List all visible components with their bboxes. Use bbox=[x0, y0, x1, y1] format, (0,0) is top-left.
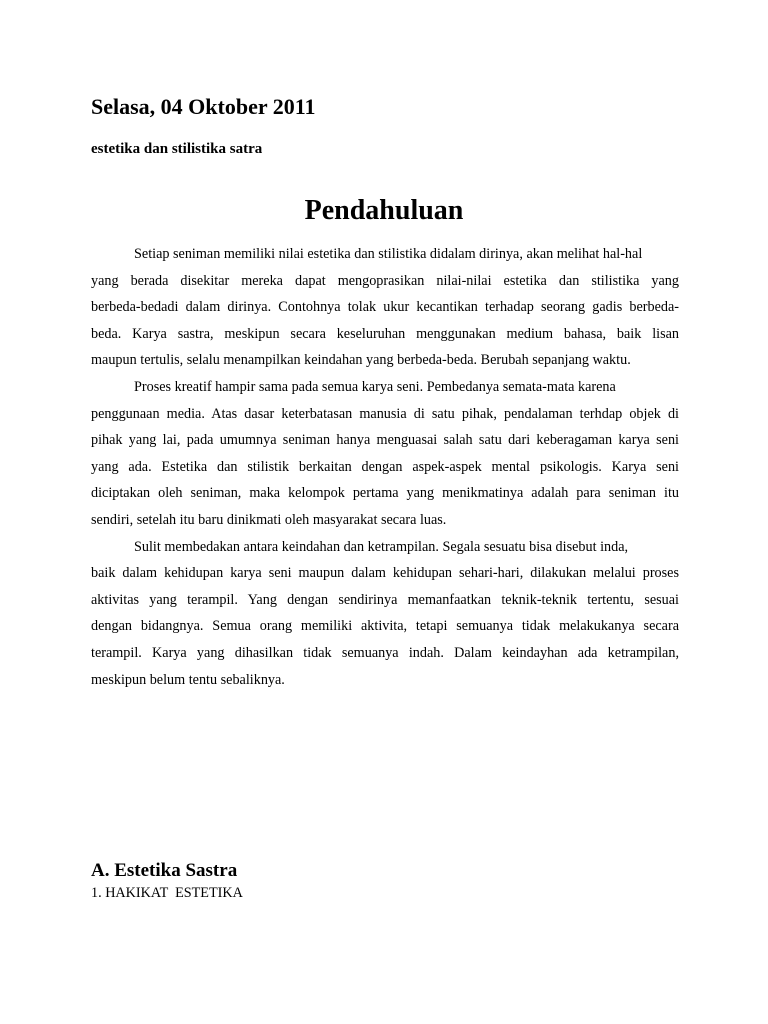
paragraph bbox=[91, 374, 679, 534]
paragraph bbox=[91, 241, 679, 374]
paragraph-line: Proses kreatif hampir sama pada semua karya seni. Pembedanya semata-mata karena bbox=[134, 378, 616, 395]
post-date: Selasa, 04 Oktober 2011 bbox=[91, 94, 316, 119]
subsection-heading: A. Estetika Sastra bbox=[91, 860, 238, 881]
paragraph-line: dengan bidangnya. Semua orang memiliki aktivita, tetapi semuanya tidak melakukanya secara bbox=[91, 618, 679, 635]
paragraph-line: Setiap seniman memiliki nilai estetika dan stilistika didalam dirinya, akan melihat hal-hal bbox=[134, 246, 643, 262]
paragraph-line: maupun tertulis, selalu menampilkan keindahan yang berbeda-beda. Berubah sepanjang waktu. bbox=[91, 352, 631, 369]
paragraph-line: sendiri, setelah itu baru dinikmati oleh masyarakat secara luas. bbox=[91, 511, 447, 528]
subsection-item: 1. HAKIKAT ESTETIKA bbox=[91, 885, 243, 901]
post-title: estetika dan stilistika satra bbox=[91, 141, 263, 157]
paragraph-line: yang berada disekitar mereka dapat mengoprasikan nilai-nilai estetika dan stilistika yang bbox=[91, 272, 679, 289]
paragraph bbox=[91, 534, 679, 694]
paragraph-line: meskipun belum tentu sebaliknya. bbox=[91, 671, 285, 688]
paragraph-line: terampil. Karya yang dihasilkan tidak semuanya indah. Dalam keindayhan ada ketrampilan, bbox=[91, 644, 679, 661]
paragraph-line: aktivitas yang terampil. Yang dengan sendirinya memanfaatkan teknik-teknik tertentu, sesuai bbox=[91, 591, 679, 608]
paragraph-line: yang ada. Estetika dan stilistik berkaitan dengan aspek-aspek mental psikologis. Karya seni bbox=[91, 458, 679, 475]
paragraph-line: berbeda-bedadi dalam dirinya. Contohnya tolak ukur kecantikan terhadap seorang gadis berbeda- bbox=[91, 299, 679, 316]
paragraph-line: penggunaan media. Atas dasar keterbatasan manusia di satu pihak, pendalaman terhdap objek di bbox=[91, 405, 679, 422]
body-text bbox=[91, 241, 679, 693]
paragraph-line: pihak yang lai, pada umumnya seniman hanya menguasai salah satu dari keberagaman karya seni bbox=[91, 432, 679, 449]
paragraph-line: Sulit membedakan antara keindahan dan ketrampilan. Segala sesuatu bisa disebut inda, bbox=[134, 538, 629, 555]
paragraph-line: baik dalam kehidupan karya seni maupun dalam kehidupan sehari-hari, dilakukan melalui proses bbox=[91, 565, 679, 582]
paragraph-line: diciptakan oleh seniman, maka kelompok pertama yang menikmatinya adalah para seniman itu bbox=[91, 485, 679, 502]
section-title: Pendahuluan bbox=[304, 195, 464, 226]
paragraph-line: beda. Karya sastra, meskipun secara keseluruhan menggunakan medium bahasa, baik lisan bbox=[91, 325, 679, 342]
